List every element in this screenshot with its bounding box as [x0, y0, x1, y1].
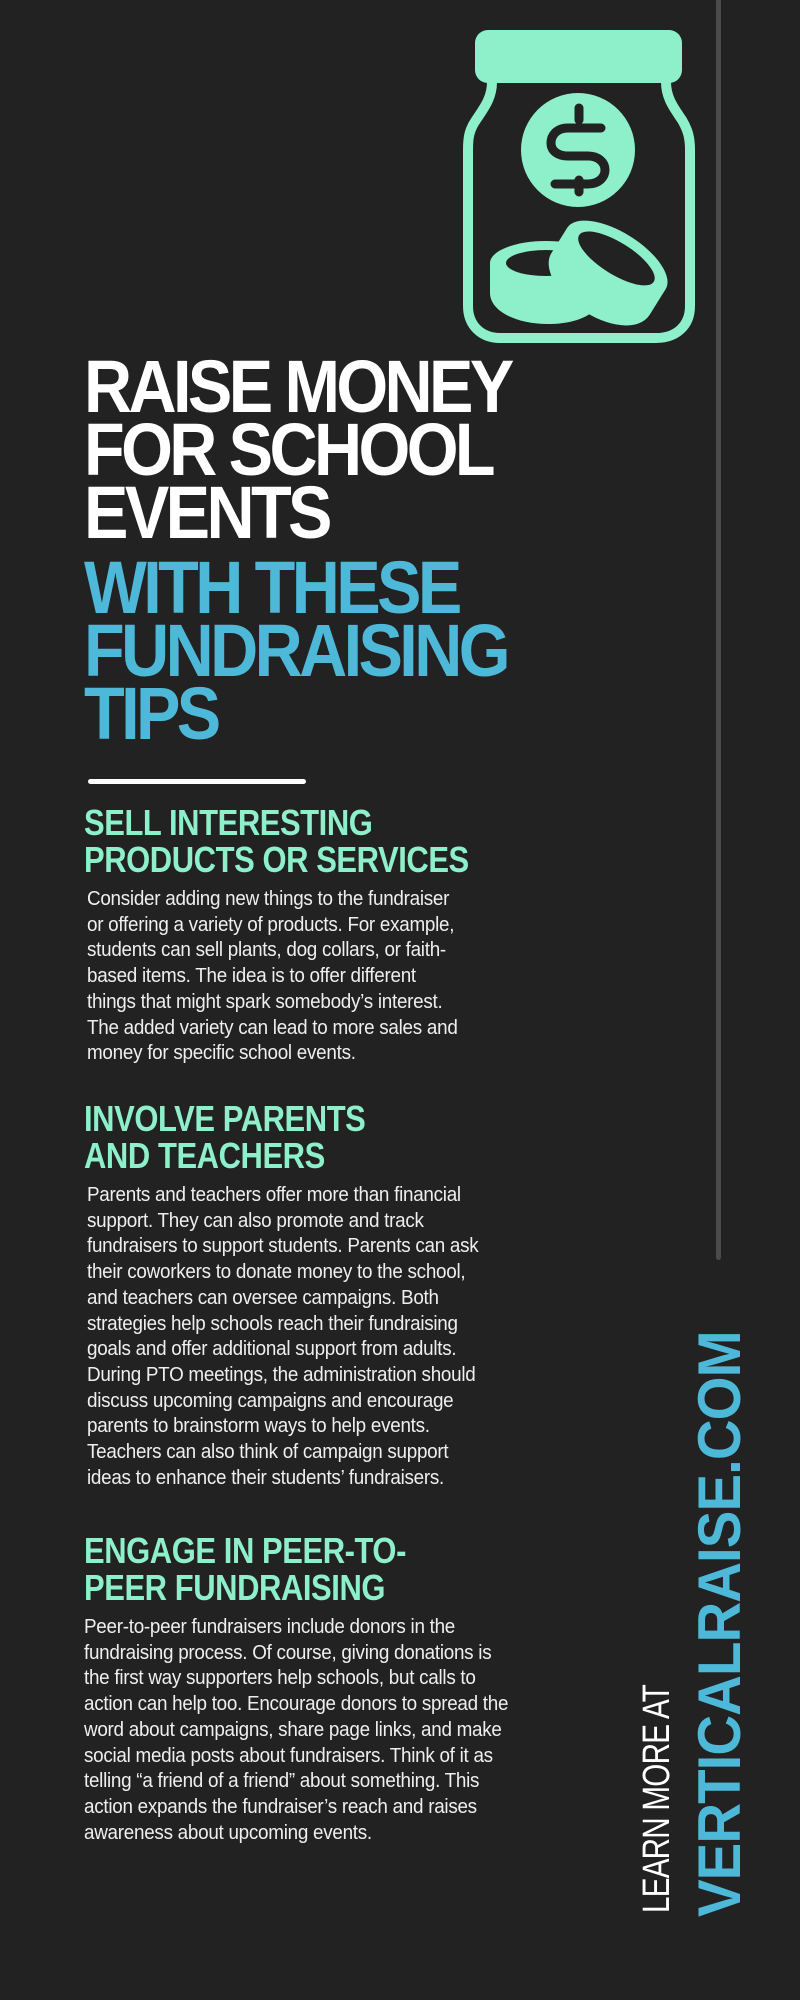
tip-section-sell-products	[84, 804, 584, 1066]
section-body: Parents and teachers offer more than financial support. They can also promote and track fundraisers to support students. Parents can ask their coworkers to donate money to the school, and teachers can oversee campaigns. Both strategies help schools reach their fundraising goals and offer additional support from adults. During PTO meetings, the administration should discuss upcoming campaigns and encourage parents to brainstorm ways to help events. Teachers can also think of campaign support ideas to enhance their students’ fundraisers.	[87, 1183, 479, 1489]
title-line: FOR SCHOOL	[84, 408, 492, 491]
page-title	[84, 345, 684, 755]
subtitle-line: WITH THESE	[84, 546, 459, 629]
vertical-divider-line	[716, 0, 721, 1260]
section-body: Consider adding new things to the fundraiser or offering a variety of products. For example, students can sell plants, dog collars, or faith- based items. The idea is to offer different things that might spark somebody’s interest. The added variety can lead to more sales and money for specific school events.	[87, 887, 458, 1065]
section-heading: INVOLVE PARENTS AND TEACHERS	[84, 1098, 366, 1176]
tip-section-peer-to-peer	[84, 1532, 584, 1845]
cta-prefix: LEARN MORE AT	[636, 1684, 678, 1913]
title-line: RAISE MONEY	[84, 345, 511, 428]
section-heading: ENGAGE IN PEER-TO- PEER FUNDRAISING	[84, 1530, 406, 1608]
title-underline-divider	[88, 779, 306, 784]
money-jar-icon	[462, 28, 696, 344]
subtitle-line: TIPS	[84, 672, 218, 755]
section-body: Peer-to-peer fundraisers include donors in the fundraising process. Of course, giving donations is the first way supporters help schools, but calls to action can help too. Encourage donors to spread the word about campaigns, share page links, and make social media posts about fundraisers. Think of it as telling “a friend of a friend” about something. This action expands the fundraiser’s reach and raises awareness about upcoming events.	[84, 1615, 509, 1844]
title-line: EVENTS	[84, 471, 329, 554]
website-link[interactable]: VERTICALRAISE.COM	[686, 1331, 753, 1917]
section-heading: SELL INTERESTING PRODUCTS OR SERVICES	[84, 802, 469, 880]
tip-section-involve-parents	[84, 1100, 584, 1490]
subtitle-line: FUNDRAISING	[84, 609, 507, 692]
